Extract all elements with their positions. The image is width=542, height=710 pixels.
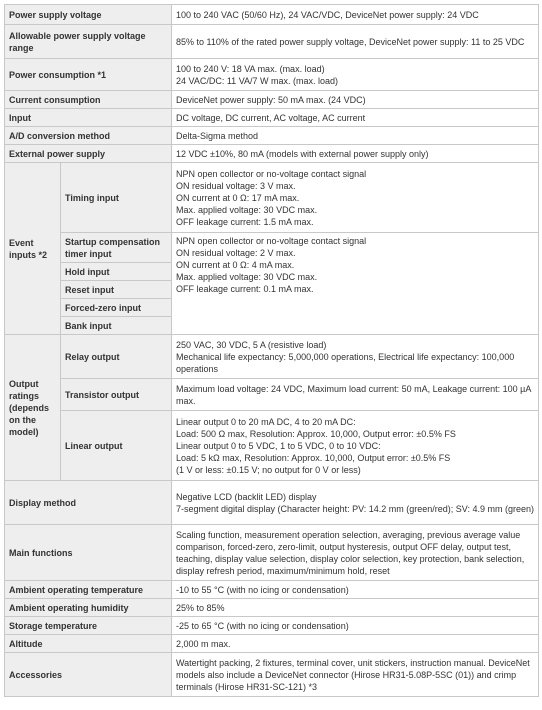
timing-input-line: NPN open collector or no-voltage contact signal <box>176 168 367 179</box>
row-altitude <box>5 635 539 653</box>
value-transistor-output: Maximum load voltage: 24 VDC, Maximum load current: 50 mA, Leakage current: 100 µA max. <box>172 379 539 411</box>
label-ambient-humidity: Ambient operating humidity <box>5 599 172 617</box>
row-power-consumption <box>5 59 539 91</box>
timing-input-line: Max. applied voltage: 30 VDC max. <box>176 204 318 215</box>
value-ambient-humidity: 25% to 85% <box>172 599 539 617</box>
power-consumption-line: 100 to 240 V: 18 VA max. (max. load) <box>176 63 325 74</box>
label-linear-output: Linear output <box>61 411 172 481</box>
linear-output-line: (1 V or less: ±0.15 V; no output for 0 V or less) <box>176 464 361 475</box>
label-power-consumption: Power consumption *1 <box>5 59 172 91</box>
label-timing-input: Timing input <box>61 163 172 233</box>
linear-output-line: Load: 500 Ω max, Resolution: Approx. 10,000, Output error: ±0.5% FS <box>176 428 456 439</box>
label-storage-temp: Storage temperature <box>5 617 172 635</box>
label-altitude: Altitude <box>5 635 172 653</box>
value-timing-input <box>172 163 539 233</box>
row-startup-input <box>5 233 539 263</box>
label-display-method: Display method <box>5 481 172 525</box>
label-relay-output: Relay output <box>61 335 172 379</box>
label-accessories: Accessories <box>5 653 172 697</box>
label-external-power: External power supply <box>5 145 172 163</box>
value-main-functions: Scaling function, measurement operation selection, averaging, previous average value comparison, forced-zero, zero-limit, output hysteresis, output OFF delay, output test, teaching, display value selection, display color selection, key protection, bank selection, display refresh period, maximum/minimum hold, reset <box>172 525 539 581</box>
display-method-line: Negative LCD (backlit LED) display <box>176 491 317 502</box>
value-allowable-range: 85% to 110% of the rated power supply voltage, DeviceNet power supply: 11 to 25 VDC <box>172 25 539 59</box>
value-accessories: Watertight packing, 2 fixtures, terminal cover, unit stickers, instruction manual. DeviceNet models also include a DeviceNet connector (Hirose HR31-5.08P-5SC (01)) and crimp terminals (Hirose HR31-SC-121) *3 <box>172 653 539 697</box>
row-relay-output <box>5 335 539 379</box>
row-transistor-output <box>5 379 539 411</box>
display-method-line: 7-segment digital display (Character height: PV: 14.2 mm (green/red); SV: 4.9 mm (green) <box>176 503 534 514</box>
row-main-functions <box>5 525 539 581</box>
row-ambient-humidity <box>5 599 539 617</box>
relay-output-line: Mechanical life expectancy: 5,000,000 operations, Electrical life expectancy: 100,000 operations <box>176 351 515 374</box>
startup-input-line: NPN open collector or no-voltage contact signal <box>176 236 367 246</box>
label-hold-input: Hold input <box>61 263 172 281</box>
value-altitude: 2,000 m max. <box>172 635 539 653</box>
value-storage-temp: -25 to 65 °C (with no icing or condensation) <box>172 617 539 635</box>
timing-input-line: ON current at 0 Ω: 17 mA max. <box>176 192 300 203</box>
linear-output-line: Load: 5 kΩ max, Resolution: Approx. 10,000, Output error: ±0.5% FS <box>176 452 451 463</box>
row-input <box>5 109 539 127</box>
relay-output-line: 250 VAC, 30 VDC, 5 A (resistive load) <box>176 339 327 350</box>
label-startup-input: Startup compensation timer input <box>61 233 172 263</box>
label-forced-zero-input: Forced-zero input <box>61 299 172 317</box>
value-ambient-temp: -10 to 55 °C (with no icing or condensation) <box>172 581 539 599</box>
label-transistor-output: Transistor output <box>61 379 172 411</box>
label-reset-input: Reset input <box>61 281 172 299</box>
row-power-supply-voltage <box>5 5 539 25</box>
startup-input-line: ON current at 0 Ω: 4 mA max. <box>176 260 295 270</box>
value-input: DC voltage, DC current, AC voltage, AC current <box>172 109 539 127</box>
label-power-supply-voltage: Power supply voltage <box>5 5 172 25</box>
row-timing-input <box>5 163 539 233</box>
value-relay-output <box>172 335 539 379</box>
value-startup-input <box>172 233 539 335</box>
timing-input-line: OFF leakage current: 1.5 mA max. <box>176 216 314 227</box>
timing-input-line: ON residual voltage: 3 V max. <box>176 180 296 191</box>
value-power-supply-voltage: 100 to 240 VAC (50/60 Hz), 24 VAC/VDC, DeviceNet power supply: 24 VDC <box>172 5 539 25</box>
startup-input-line: Max. applied voltage: 30 VDC max. <box>176 272 318 282</box>
label-bank-input: Bank input <box>61 317 172 335</box>
label-main-functions: Main functions <box>5 525 172 581</box>
label-current-consumption: Current consumption <box>5 91 172 109</box>
label-event-inputs: Event inputs *2 <box>5 163 61 335</box>
label-ambient-temp: Ambient operating temperature <box>5 581 172 599</box>
value-linear-output <box>172 411 539 481</box>
spec-table <box>4 4 539 697</box>
value-current-consumption: DeviceNet power supply: 50 mA max. (24 VDC) <box>172 91 539 109</box>
row-storage-temp <box>5 617 539 635</box>
label-output-ratings: Output ratings (depends on the model) <box>5 335 61 481</box>
linear-output-line: Linear output 0 to 5 VDC, 1 to 5 VDC, 0 to 10 VDC: <box>176 440 381 451</box>
power-consumption-line: 24 VAC/DC: 11 VA/7 W max. (max. load) <box>176 75 339 86</box>
value-power-consumption <box>172 59 539 91</box>
row-ad-conversion <box>5 127 539 145</box>
row-display-method <box>5 481 539 525</box>
startup-input-line: OFF leakage current: 0.1 mA max. <box>176 284 314 294</box>
startup-input-line: ON residual voltage: 2 V max. <box>176 248 296 258</box>
value-external-power: 12 VDC ±10%, 80 mA (models with external power supply only) <box>172 145 539 163</box>
row-external-power <box>5 145 539 163</box>
label-input: Input <box>5 109 172 127</box>
value-ad-conversion: Delta-Sigma method <box>172 127 539 145</box>
linear-output-line: Linear output 0 to 20 mA DC, 4 to 20 mA DC: <box>176 416 356 427</box>
row-linear-output <box>5 411 539 481</box>
label-ad-conversion: A/D conversion method <box>5 127 172 145</box>
value-display-method <box>172 481 539 525</box>
row-accessories <box>5 653 539 697</box>
row-allowable-range <box>5 25 539 59</box>
label-allowable-range: Allowable power supply voltage range <box>5 25 172 59</box>
row-ambient-temp <box>5 581 539 599</box>
row-current-consumption <box>5 91 539 109</box>
